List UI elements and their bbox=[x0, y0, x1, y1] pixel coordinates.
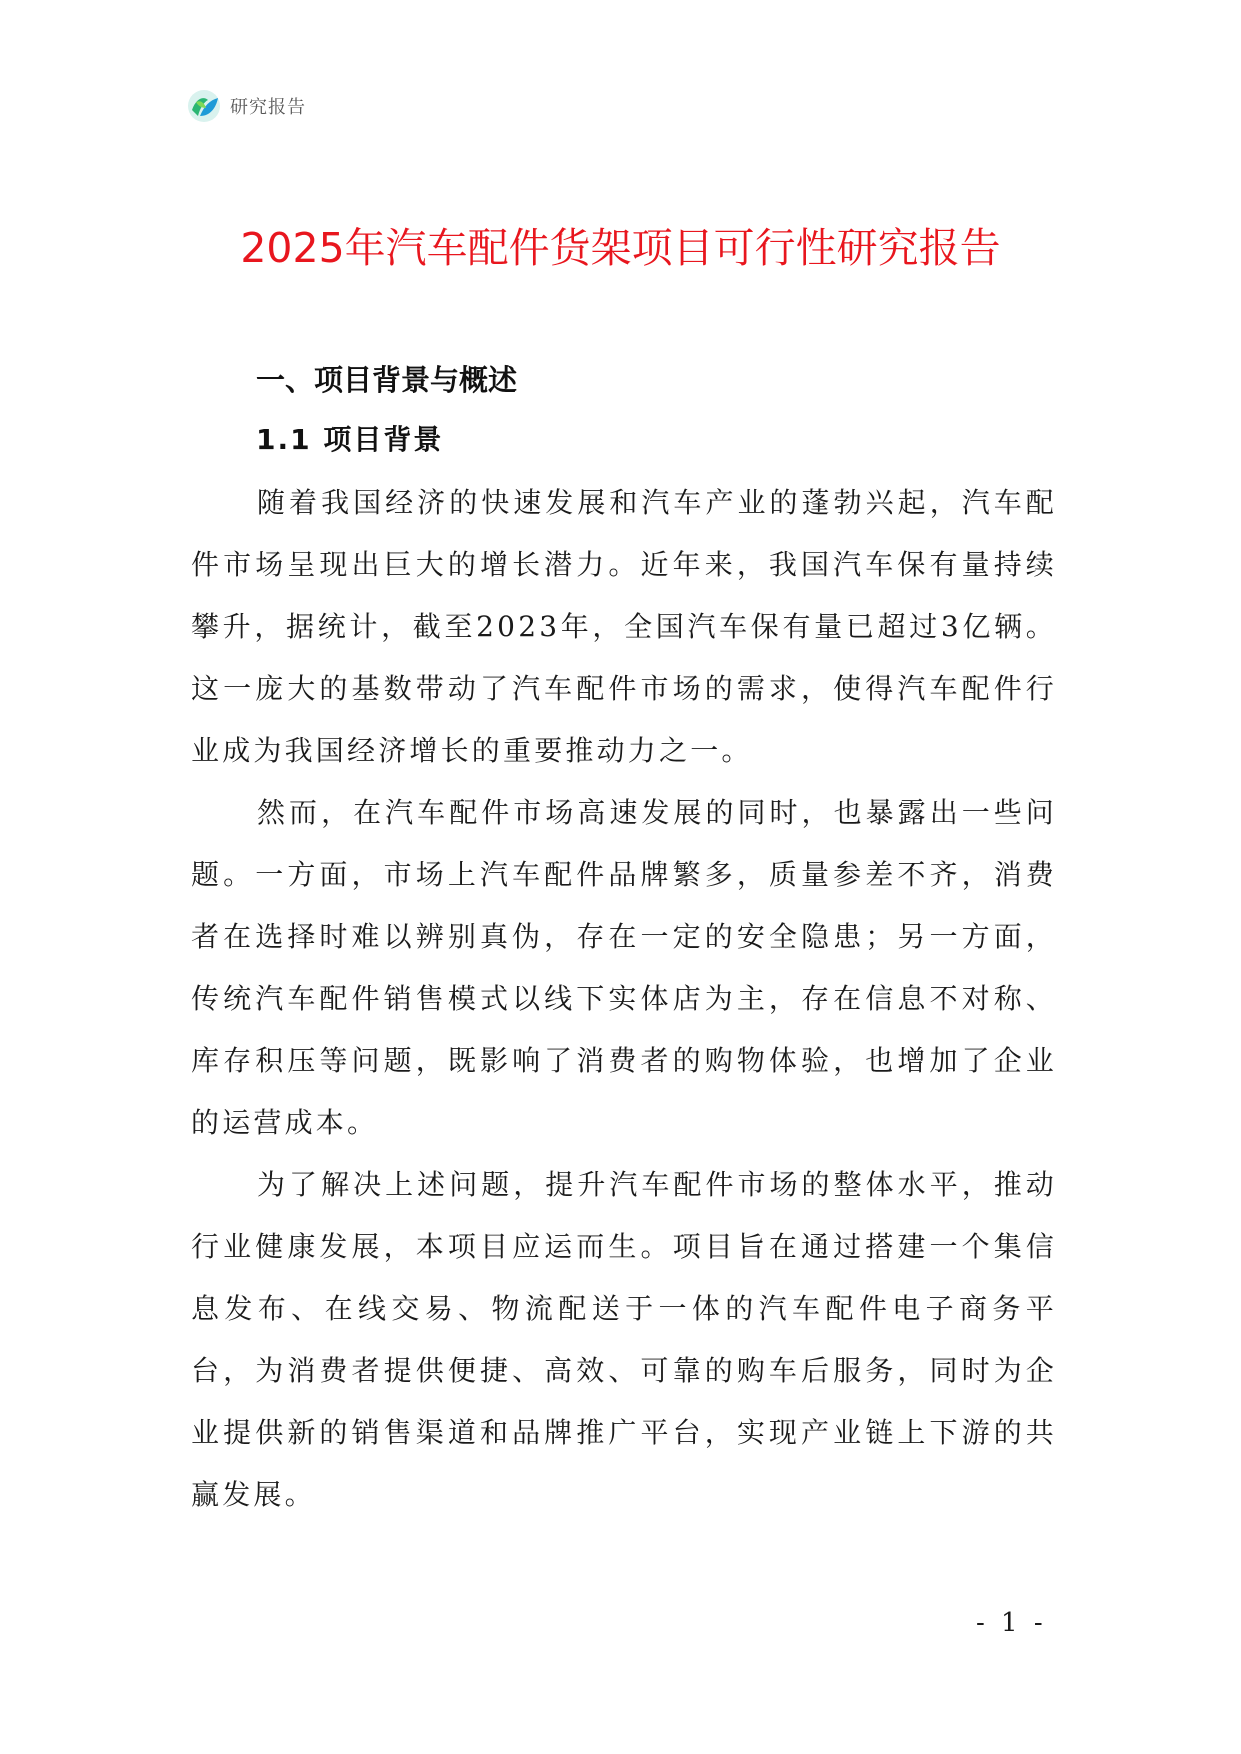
paragraph: 然而，在汽车配件市场高速发展的同时，也暴露出一些问题。一方面，市场上汽车配件品牌繁多，质量参差不齐，消费者在选择时难以辨别真伪，存在一定的安全隐患；另一方面，传统汽车配件销售模式以线下实体店为主，存在信息不对称、库存积压等问题，既影响了消费者的购物体验，也增加了企业的运营成本。 bbox=[191, 796, 1057, 1139]
section-heading: 一、项目背景与概述 bbox=[256, 363, 518, 397]
body-text bbox=[191, 472, 1057, 1526]
paragraph: 为了解决上述问题，提升汽车配件市场的整体水平，推动行业健康发展，本项目应运而生。项目旨在通过搭建一个集信息发布、在线交易、物流配送于一体的汽车配件电子商务平台，为消费者提供便捷、高效、可靠的购车后服务，同时为企业提供新的销售渠道和品牌推广平台，实现产业链上下游的共赢发展。 bbox=[191, 1168, 1057, 1511]
sub-heading: 1.1 项目背景 bbox=[256, 423, 444, 456]
header-label: 研究报告 bbox=[230, 97, 306, 118]
leaf-logo-icon bbox=[186, 88, 222, 124]
document-title: 2025年汽车配件货架项目可行性研究报告 bbox=[240, 224, 1001, 272]
page-header bbox=[186, 88, 306, 124]
paragraph: 随着我国经济的快速发展和汽车产业的蓬勃兴起，汽车配件市场呈现出巨大的增长潜力。近年来，我国汽车保有量持续攀升，据统计，截至2023年，全国汽车保有量已超过3亿辆。这一庞大的基数带动了汽车配件市场的需求，使得汽车配件行业成为我国经济增长的重要推动力之一。 bbox=[191, 486, 1057, 767]
page-number: - 1 - bbox=[976, 1608, 1047, 1638]
